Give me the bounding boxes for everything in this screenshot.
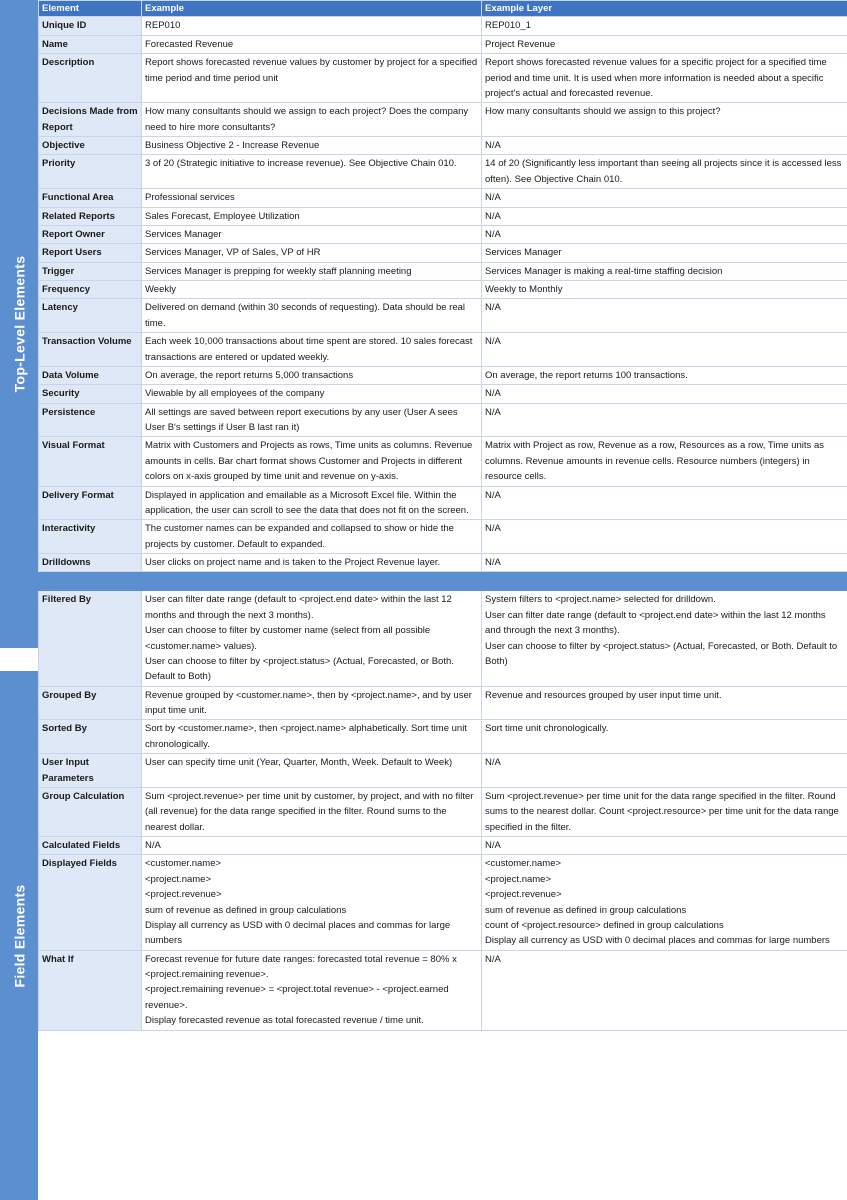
table-row xyxy=(39,437,847,486)
row-example-cell xyxy=(142,207,482,225)
row-layer-text: Matrix with Project as row, Revenue as a row, Resources as a row, Time units as columns. Revenue amounts in revenue cells. Resource numbers (integers) in resource cells. xyxy=(485,440,824,483)
separator-cell xyxy=(482,572,847,591)
table-row xyxy=(39,103,847,137)
top-level-rows xyxy=(39,17,847,572)
row-layer-text: N/A xyxy=(485,840,501,851)
row-example-text: Matrix with Customers and Projects as rows, Time units as columns. Revenue amounts in cells. Bar chart format shows Customer and Projects in different colors on x-axis grouped by time unit and revenue on y-axis. xyxy=(145,440,473,483)
separator-row xyxy=(39,572,847,591)
row-element-cell xyxy=(39,262,142,280)
row-element-label: Frequency xyxy=(42,284,91,295)
row-layer-cell xyxy=(482,366,847,384)
row-element-label: Description xyxy=(42,57,95,69)
row-example-text: Services Manager xyxy=(145,228,222,240)
header-example: Example xyxy=(142,1,482,17)
row-example-text: Professional services xyxy=(145,192,235,204)
row-element-cell xyxy=(39,225,142,243)
row-element-cell xyxy=(39,403,142,437)
row-element-cell xyxy=(39,554,142,572)
table-row xyxy=(39,54,847,103)
row-element-cell xyxy=(39,720,142,754)
row-element-cell xyxy=(39,35,142,53)
table-row xyxy=(39,262,847,280)
row-element-label: Visual Format xyxy=(42,440,105,452)
row-layer-text: N/A xyxy=(485,557,501,568)
section-band-field xyxy=(0,671,38,1200)
row-element-label: Report Users xyxy=(42,247,102,259)
row-example-cell xyxy=(142,103,482,137)
row-element-cell xyxy=(39,437,142,486)
row-example-text: 3 of 20 (Strategic initiative to increase revenue). See Objective Chain 010. xyxy=(145,158,457,170)
row-example-cell xyxy=(142,837,482,855)
section-label-top-level: Top-Level Elements xyxy=(11,255,27,393)
row-layer-text: N/A xyxy=(485,523,501,535)
row-example-text: Viewable by all employees of the company xyxy=(145,388,325,400)
row-layer-cell xyxy=(482,486,847,520)
table-row xyxy=(39,855,847,950)
field-rows xyxy=(39,591,847,1030)
row-element-cell xyxy=(39,837,142,855)
table-row xyxy=(39,244,847,262)
row-example-cell xyxy=(142,225,482,243)
row-element-label: Functional Area xyxy=(42,192,114,204)
row-example-cell xyxy=(142,591,482,686)
row-element-label: Priority xyxy=(42,158,76,170)
row-example-cell xyxy=(142,486,482,520)
row-example-cell xyxy=(142,299,482,333)
table-row xyxy=(39,950,847,1030)
row-layer-text: N/A xyxy=(485,210,501,222)
row-layer-cell xyxy=(482,333,847,367)
row-element-label: Sorted By xyxy=(42,723,87,735)
row-example-cell xyxy=(142,437,482,486)
row-element-label: Calculated Fields xyxy=(42,840,121,851)
row-layer-text: REP010_1 xyxy=(485,20,531,32)
table-row xyxy=(39,333,847,367)
row-element-cell xyxy=(39,54,142,103)
row-example-cell xyxy=(142,950,482,1030)
row-layer-text: N/A xyxy=(485,406,501,418)
row-example-text: Business Objective 2 - Increase Revenue xyxy=(145,140,320,151)
row-element-label: Filtered By xyxy=(42,594,92,606)
row-example-cell xyxy=(142,244,482,262)
row-element-cell xyxy=(39,520,142,554)
table-row xyxy=(39,366,847,384)
table-row xyxy=(39,837,847,855)
row-layer-cell xyxy=(482,837,847,855)
row-layer-text: Services Manager is making a real-time staffing decision xyxy=(485,265,723,277)
table-row xyxy=(39,754,847,788)
table-row xyxy=(39,155,847,189)
row-example-text: N/A xyxy=(145,840,161,851)
row-element-cell xyxy=(39,486,142,520)
row-layer-cell xyxy=(482,155,847,189)
row-element-label: Data Volume xyxy=(42,369,99,381)
row-layer-cell xyxy=(482,189,847,207)
row-layer-text: Weekly to Monthly xyxy=(485,284,563,295)
row-example-text: Delivered on demand (within 30 seconds of requesting). Data should be real time. xyxy=(145,302,466,329)
row-element-cell xyxy=(39,137,142,155)
row-element-cell xyxy=(39,103,142,137)
row-example-cell xyxy=(142,720,482,754)
row-element-cell xyxy=(39,17,142,35)
row-element-cell xyxy=(39,155,142,189)
report-spec-table xyxy=(38,0,847,1031)
section-label-field: Field Elements xyxy=(11,883,28,988)
row-example-cell xyxy=(142,520,482,554)
row-element-label: Related Reports xyxy=(42,210,115,222)
row-layer-cell xyxy=(482,54,847,103)
row-layer-text: System filters to <project.name> selected for drilldown. User can filter date range (default to <project.end date> within the last 12 months and through the next 3 months). User can choose to filter by <project.status> (Actual, Forecasted, or Both. Default to Both) xyxy=(485,594,838,667)
row-element-cell xyxy=(39,207,142,225)
row-layer-text: How many consultants should we assign to this project? xyxy=(485,106,721,118)
table-row xyxy=(39,189,847,207)
row-example-text: Each week 10,000 transactions about time spent are stored. 10 sales forecast transactions are entered or updated weekly. xyxy=(145,336,473,363)
row-element-label: Latency xyxy=(42,302,78,314)
row-example-text: On average, the report returns 5,000 transactions xyxy=(145,369,354,381)
row-example-text: The customer names can be expanded and collapsed to show or hide the projects by customer. Default to expanded. xyxy=(145,523,454,550)
row-example-text: Report shows forecasted revenue values by customer by project for a specified time period and time period unit xyxy=(145,57,478,84)
row-element-label: Displayed Fields xyxy=(42,858,117,870)
row-example-cell xyxy=(142,17,482,35)
row-layer-text: Services Manager xyxy=(485,247,562,259)
row-example-text: How many consultants should we assign to each project? Does the company need to hire more consultants? xyxy=(145,106,469,133)
row-example-cell xyxy=(142,137,482,155)
table-row xyxy=(39,520,847,554)
row-example-text: Sales Forecast, Employee Utilization xyxy=(145,210,300,222)
row-element-cell xyxy=(39,299,142,333)
row-example-text: Services Manager, VP of Sales, VP of HR xyxy=(145,247,321,259)
row-element-label: Report Owner xyxy=(42,228,105,240)
row-example-text: <customer.name> <project.name> <project.revenue> sum of revenue as defined in group calculations Display all currency as USD with 0 decimal places and commas for large numbers xyxy=(145,858,451,947)
row-element-label: Drilldowns xyxy=(42,557,91,568)
row-example-text: Displayed in application and emailable as a Microsoft Excel file. Within the application, the user can scroll to see the data that does not fit on the screen. xyxy=(145,489,469,516)
row-layer-cell xyxy=(482,520,847,554)
row-layer-text: N/A xyxy=(485,140,501,151)
row-layer-cell xyxy=(482,686,847,720)
row-layer-text: N/A xyxy=(485,302,501,314)
row-element-cell xyxy=(39,385,142,403)
row-layer-cell xyxy=(482,244,847,262)
row-example-text: All settings are saved between report executions by any user (User A sees User B's settings if User B last ran it) xyxy=(145,406,458,433)
row-layer-text: 14 of 20 (Significantly less important than seeing all projects since it is accessed less often). See Objective Chain 010. xyxy=(485,158,842,185)
table-row xyxy=(39,137,847,155)
row-layer-cell xyxy=(482,950,847,1030)
row-layer-cell xyxy=(482,281,847,299)
row-element-cell xyxy=(39,754,142,788)
row-layer-text: N/A xyxy=(485,336,501,348)
separator-cell xyxy=(39,572,142,591)
row-example-text: Forecasted Revenue xyxy=(145,38,234,50)
row-layer-cell xyxy=(482,207,847,225)
table-row xyxy=(39,591,847,686)
table-row xyxy=(39,385,847,403)
row-layer-cell xyxy=(482,299,847,333)
row-example-text: User can specify time unit (Year, Quarter, Month, Week. Default to Week) xyxy=(145,757,453,769)
row-layer-text: Project Revenue xyxy=(485,38,556,50)
row-layer-cell xyxy=(482,591,847,686)
table-header xyxy=(39,1,847,17)
row-layer-text: N/A xyxy=(485,192,501,204)
row-element-label: Transaction Volume xyxy=(42,336,132,348)
table-row xyxy=(39,281,847,299)
table-row xyxy=(39,686,847,720)
header-row xyxy=(39,1,847,17)
row-example-text: Sum <project.revenue> per time unit by customer, by project, and with no filter (all revenue) for the data range specified in the filter. Round sums to the nearest dollar. xyxy=(145,790,474,833)
table-row xyxy=(39,17,847,35)
row-element-label: Delivery Format xyxy=(42,489,114,501)
section-band-top-level xyxy=(0,0,38,648)
row-layer-cell xyxy=(482,855,847,950)
separator-cell xyxy=(142,572,482,591)
row-example-cell xyxy=(142,686,482,720)
table-row xyxy=(39,35,847,53)
row-element-label: Security xyxy=(42,388,80,400)
table-row xyxy=(39,486,847,520)
row-layer-text: <customer.name> <project.name> <project.revenue> sum of revenue as defined in group calculations count of <project.resource> defined in group calculations Display all currency as USD with 0 decimal places and commas for large numbers xyxy=(485,858,830,947)
row-layer-cell xyxy=(482,554,847,572)
table-row xyxy=(39,225,847,243)
table-row xyxy=(39,299,847,333)
row-element-label: Objective xyxy=(42,140,85,151)
row-example-cell xyxy=(142,155,482,189)
row-element-label: Decisions Made from Report xyxy=(42,106,138,133)
header-example-layer: Example Layer xyxy=(482,1,847,17)
row-layer-text: N/A xyxy=(485,388,501,400)
row-layer-cell xyxy=(482,403,847,437)
row-example-text: REP010 xyxy=(145,20,181,32)
row-layer-text: Sum <project.revenue> per time unit for the data range specified in the filter. Round sums to the nearest dollar. Count <project.resource> per time unit for the data range specified in the filter. xyxy=(485,790,839,833)
row-layer-cell xyxy=(482,720,847,754)
row-layer-text: N/A xyxy=(485,953,501,965)
row-example-cell xyxy=(142,754,482,788)
row-example-text: Services Manager is prepping for weekly staff planning meeting xyxy=(145,265,412,277)
row-layer-text: Revenue and resources grouped by user input time unit. xyxy=(485,689,722,701)
section-separator xyxy=(39,572,847,591)
row-element-cell xyxy=(39,189,142,207)
row-layer-cell xyxy=(482,103,847,137)
row-example-text: Sort by <customer.name>, then <project.name> alphabetically. Sort time unit chronologically. xyxy=(145,723,467,750)
row-element-label: Group Calculation xyxy=(42,790,125,802)
table-row xyxy=(39,720,847,754)
row-element-cell xyxy=(39,950,142,1030)
row-example-cell xyxy=(142,787,482,836)
row-element-label: User Input Parameters xyxy=(42,757,94,784)
row-layer-text: On average, the report returns 100 transactions. xyxy=(485,369,688,381)
row-example-cell xyxy=(142,554,482,572)
row-layer-text: N/A xyxy=(485,757,501,769)
row-layer-cell xyxy=(482,385,847,403)
row-element-label: Unique ID xyxy=(42,20,87,32)
row-example-cell xyxy=(142,366,482,384)
row-layer-cell xyxy=(482,17,847,35)
row-example-cell xyxy=(142,385,482,403)
row-element-label: Persistence xyxy=(42,406,96,418)
row-element-label: Name xyxy=(42,38,68,50)
row-element-cell xyxy=(39,855,142,950)
row-layer-cell xyxy=(482,225,847,243)
row-example-text: Revenue grouped by <customer.name>, then by <project.name>, and by user input time unit. xyxy=(145,689,472,716)
row-example-cell xyxy=(142,281,482,299)
table-row xyxy=(39,787,847,836)
row-example-cell xyxy=(142,333,482,367)
row-example-cell xyxy=(142,403,482,437)
row-example-cell xyxy=(142,855,482,950)
header-element: Element xyxy=(39,1,142,17)
row-example-text: Weekly xyxy=(145,284,176,295)
row-element-label: Interactivity xyxy=(42,523,96,535)
table-row xyxy=(39,207,847,225)
row-element-cell xyxy=(39,787,142,836)
row-layer-cell xyxy=(482,35,847,53)
row-layer-cell xyxy=(482,754,847,788)
row-example-cell xyxy=(142,262,482,280)
row-element-label: Trigger xyxy=(42,265,75,277)
row-layer-text: Sort time unit chronologically. xyxy=(485,723,609,735)
row-element-cell xyxy=(39,686,142,720)
row-layer-text: Report shows forecasted revenue values for a specific project for a specified time period and time unit. It is used when more information is needed about a specific project's actual and forecasted revenue. xyxy=(485,57,827,99)
row-layer-cell xyxy=(482,137,847,155)
row-element-cell xyxy=(39,591,142,686)
row-layer-cell xyxy=(482,437,847,486)
row-example-text: Forecast revenue for future date ranges: forecasted total revenue = 80% x <project.remaining revenue>. <project.remaining revenue> = <project.total revenue> - <project.earned revenue>. Display forecasted revenue as total forecasted revenue / time unit. xyxy=(145,953,457,1027)
table-row xyxy=(39,403,847,437)
row-element-cell xyxy=(39,281,142,299)
row-example-cell xyxy=(142,54,482,103)
row-element-cell xyxy=(39,333,142,367)
row-example-cell xyxy=(142,189,482,207)
row-example-text: User clicks on project name and is taken to the Project Revenue layer. xyxy=(145,557,441,568)
row-element-cell xyxy=(39,244,142,262)
row-element-label: What If xyxy=(42,953,74,965)
row-layer-text: N/A xyxy=(485,228,501,240)
row-example-text: User can filter date range (default to <project.end date> within the last 12 months and through the next 3 months). User can choose to filter by customer name (select from all possible <customer.name> values). User can choose to filter by <project.status> (Actual, Forecasted, or Both. Default to Both) xyxy=(145,594,454,683)
row-layer-cell xyxy=(482,262,847,280)
row-layer-text: N/A xyxy=(485,489,501,501)
row-element-cell xyxy=(39,366,142,384)
row-layer-cell xyxy=(482,787,847,836)
table-row xyxy=(39,554,847,572)
row-element-label: Grouped By xyxy=(42,689,97,701)
row-example-cell xyxy=(142,35,482,53)
